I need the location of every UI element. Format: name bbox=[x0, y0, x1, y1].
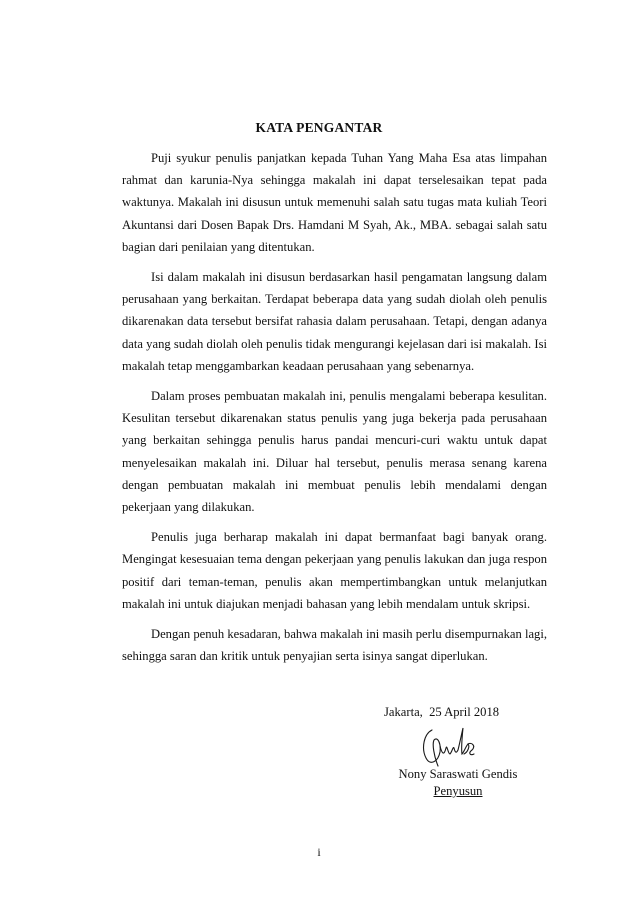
signature-icon bbox=[418, 724, 478, 770]
signer-name: Nony Saraswati Gendis bbox=[398, 767, 518, 781]
paragraph-1: Puji syukur penulis panjatkan kepada Tuhan Yang Maha Esa atas limpahan rahmat dan karunia-Nya sehingga makalah ini dapat terselesaikan tepat pada waktunya. Makalah ini disusun untuk memenuhi salah satu tugas mata kuliah Teori Akuntansi dari Dosen Bapak Drs. Hamdani M Syah, Ak., MBA. sebagai salah satu bagian dari penilaian yang ditentukan. bbox=[122, 151, 547, 254]
document-body bbox=[122, 147, 547, 675]
page-number: i bbox=[317, 845, 321, 859]
document-title: KATA PENGANTAR bbox=[255, 120, 383, 135]
paragraph-4: Penulis juga berharap makalah ini dapat bermanfaat bagi banyak orang. Mengingat kesesuaian tema dengan pekerjaan yang penulis lakukan dan juga respon positif dari teman-teman, penulis akan mempertimbangkan untuk melanjutkan makalah ini untuk diajukan menjadi bahasan yang lebih mendalam untuk skripsi. bbox=[122, 530, 547, 611]
place-date: Jakarta, 25 April 2018 bbox=[384, 705, 500, 719]
paragraph-2: Isi dalam makalah ini disusun berdasarkan hasil pengamatan langsung dalam perusahaan yang berkaitan. Terdapat beberapa data yang sudah diolah oleh penulis dikarenakan data tersebut bersifat rahasia dalam perusahaan. Tetapi, dengan adanya data yang sudah diolah oleh penulis tidak mengurangi kejelasan dari isi makalah. Isi makalah tetap menggambarkan keadaan perusahaan yang sebenarnya. bbox=[122, 270, 547, 373]
paragraph-3: Dalam proses pembuatan makalah ini, penulis mengalami beberapa kesulitan. Kesulitan tersebut dikarenakan status penulis yang juga bekerja pada perusahaan yang berkaitan sehingga penulis harus pandai mencuri-curi waktu untuk dapat menyelesaikan makalah ini. Diluar hal tersebut, penulis merasa senang karena dengan pembuatan makalah ini membuat penulis lebih mendalami dengan pekerjaan yang dilakukan. bbox=[122, 389, 547, 515]
signer-role-label: Penyusun bbox=[433, 784, 483, 798]
signer-role bbox=[388, 784, 528, 799]
paragraph-5: Dengan penuh kesadaran, bahwa makalah ini masih perlu disempurnakan lagi, sehingga saran dan kritik untuk penyajian serta isinya sangat diperlukan. bbox=[122, 627, 547, 664]
